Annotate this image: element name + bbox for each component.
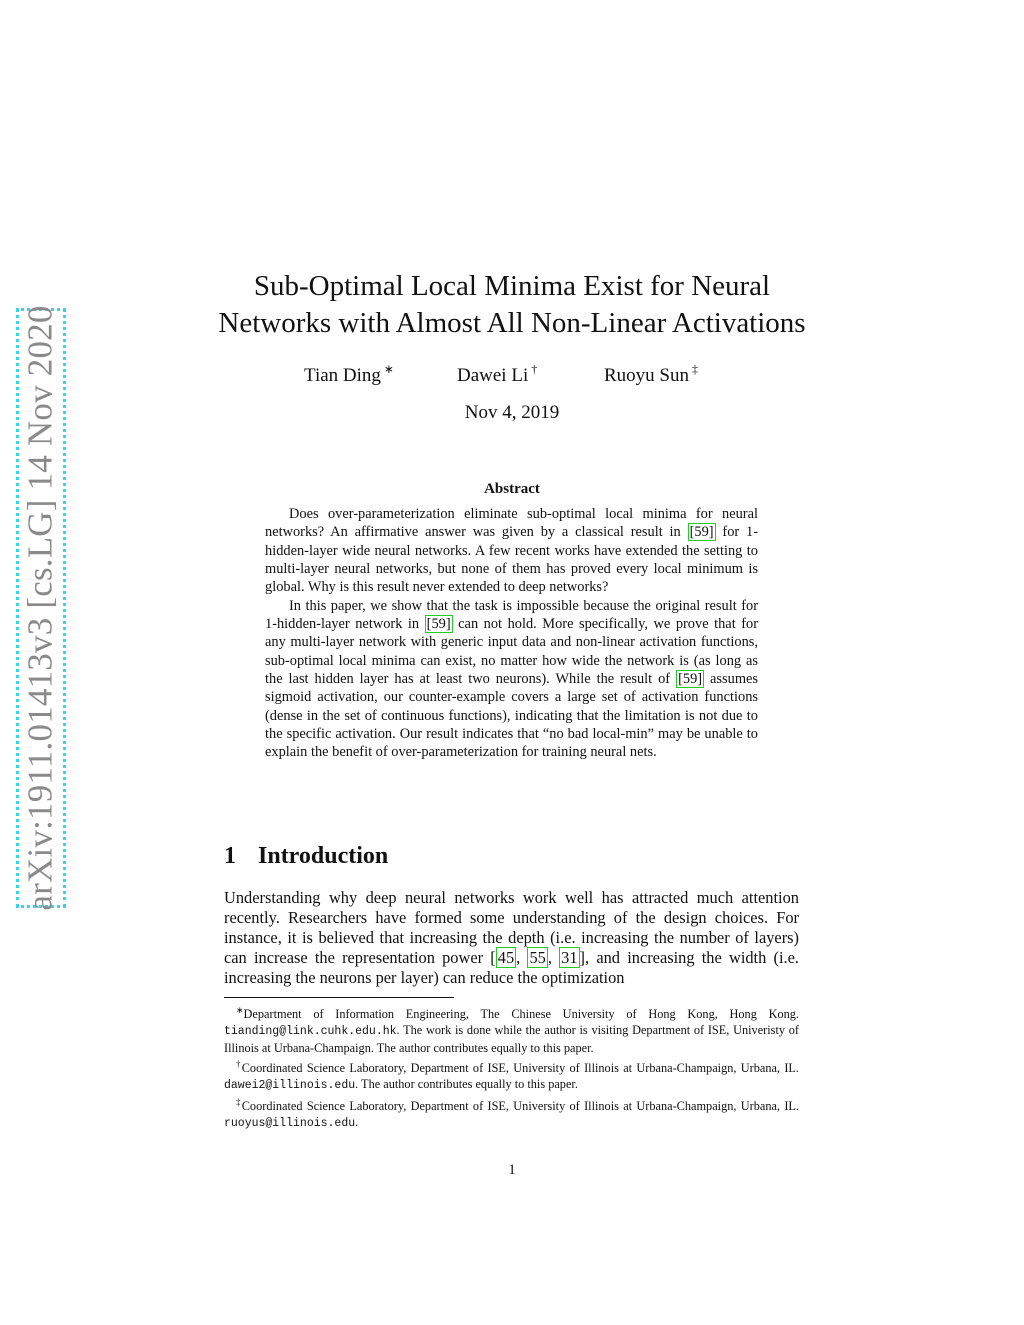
- email-link[interactable]: ruoyus@illinois.edu: [224, 1117, 356, 1131]
- body-text: Understanding why deep neural networks work well has attracted much attention recently. Researchers have formed some understanding of the design choices. For instance, it is believed that increasing the depth (i.e. increasing the number of layers) can increase the representation power: [224, 888, 799, 968]
- paper-date: Nov 4, 2019: [464, 402, 560, 423]
- author-list: [0, 362, 1024, 392]
- footnote-mark: †: [236, 1059, 242, 1070]
- title-line-2: Networks with Almost All Non-Linear Activations: [218, 307, 806, 339]
- bracket: ]: [579, 948, 586, 968]
- body-text: , and increasing the width (i.e. increasing the neurons per layer) can reduce the optimization: [224, 948, 799, 988]
- abstract-body: [265, 505, 758, 762]
- abstract-paragraph: [265, 597, 758, 762]
- footnotes: [224, 1002, 799, 1132]
- intro-paragraph: [224, 888, 799, 988]
- author-name: Dawei Li: [457, 365, 529, 386]
- abstract-text: assumes sigmoid activation, our counter-example covers a large set of activation functions (dense in the set of continuous functions), indicating that the limitation is not due to the specific activation. Our result indicates that “no bad local-min” may be unable to explain the benefit of over-parameterization for training neural nets.: [265, 671, 759, 761]
- abstract-text: can not hold. More specifically, we prove that for any multi-layer network with generic input data and non-linear activation functions, sub-optimal local minima can exist, no matter how wide the network is (as long as the last hidden layer has at least two neurons). While the result of: [265, 616, 759, 688]
- title-line-1: Sub-Optimal Local Minima Exist for Neural: [253, 270, 771, 302]
- footnote-mark[interactable]: ‡: [692, 362, 698, 376]
- email-link[interactable]: dawei2@illinois.edu: [224, 1079, 356, 1093]
- author-name: Tian Ding: [304, 365, 381, 386]
- citation-group: [490, 947, 585, 968]
- separator: ,: [547, 948, 560, 968]
- paper-title: [200, 268, 824, 342]
- abstract-heading: Abstract: [484, 481, 540, 497]
- footnote-divider: [224, 997, 454, 998]
- bracket: [: [490, 948, 496, 968]
- separator: ,: [516, 948, 528, 968]
- citation-link[interactable]: 45: [497, 948, 515, 968]
- footnote-3: [224, 1094, 799, 1132]
- citation-link[interactable]: 31: [561, 948, 578, 968]
- author-3: [604, 362, 698, 387]
- footnote-text: Coordinated Science Laboratory, Department of ISE, University of Illinois at Urbana-Champaign, Urbana, IL.: [241, 1099, 799, 1114]
- email-link[interactable]: tianding@link.cuhk.edu.hk: [224, 1025, 397, 1039]
- section-title: Introduction: [258, 843, 389, 869]
- section-heading: [224, 843, 388, 870]
- footnote-text: . The author contributes equally to this paper.: [355, 1077, 578, 1092]
- footnote-mark[interactable]: †: [531, 362, 538, 376]
- author-name: Ruoyu Sun: [604, 365, 689, 386]
- citation-link[interactable]: [59]: [678, 671, 703, 688]
- footnote-text: Coordinated Science Laboratory, Department of ISE, University of Illinois at Urbana-Champaign, Urbana, IL.: [241, 1061, 799, 1076]
- citation-link[interactable]: [59]: [426, 616, 451, 633]
- abstract-text: Does over-parameterization eliminate sub-optimal local minima for neural networks? An affirmative answer was given by a classical result in: [265, 506, 758, 541]
- citation-link[interactable]: 55: [529, 948, 546, 968]
- footnote-text: .: [355, 1115, 359, 1130]
- footnote-1: [224, 1002, 799, 1056]
- footnote-mark[interactable]: ∗: [383, 362, 394, 376]
- section-number: 1: [224, 843, 236, 869]
- abstract-paragraph: [265, 505, 758, 597]
- arxiv-stamp[interactable]: [16, 305, 66, 911]
- author-2: [457, 362, 537, 387]
- arxiv-id: arXiv:1911.01413v3 [cs.LG] 14 Nov 2020: [21, 305, 60, 911]
- author-1: [304, 362, 394, 387]
- footnote-text: Department of Information Engineering, The Chinese University of Hong Kong, Hong Kong.: [243, 1007, 799, 1022]
- abstract-text: for 1-hidden-layer wide neural networks. A few recent works have extended the setting to multi-layer neural networks, but none of them has proved every local minimum is global. Why is this result never extended to deep networks?: [265, 524, 758, 596]
- page-number: 1: [508, 1162, 516, 1178]
- footnote-2: [224, 1056, 799, 1094]
- citation-link[interactable]: [59]: [689, 524, 714, 541]
- footnote-mark: ‡: [236, 1097, 242, 1108]
- footnote-mark: ∗: [236, 1005, 244, 1015]
- footnote-text: . The work is done while the author is visiting Department of ISE, Univeristy of Illinois at Urbana-Champaign. The author contributes equally to this paper.: [224, 1023, 799, 1056]
- abstract-text: In this paper, we show that the task is impossible because the original result for 1-hidden-layer network in: [265, 597, 758, 633]
